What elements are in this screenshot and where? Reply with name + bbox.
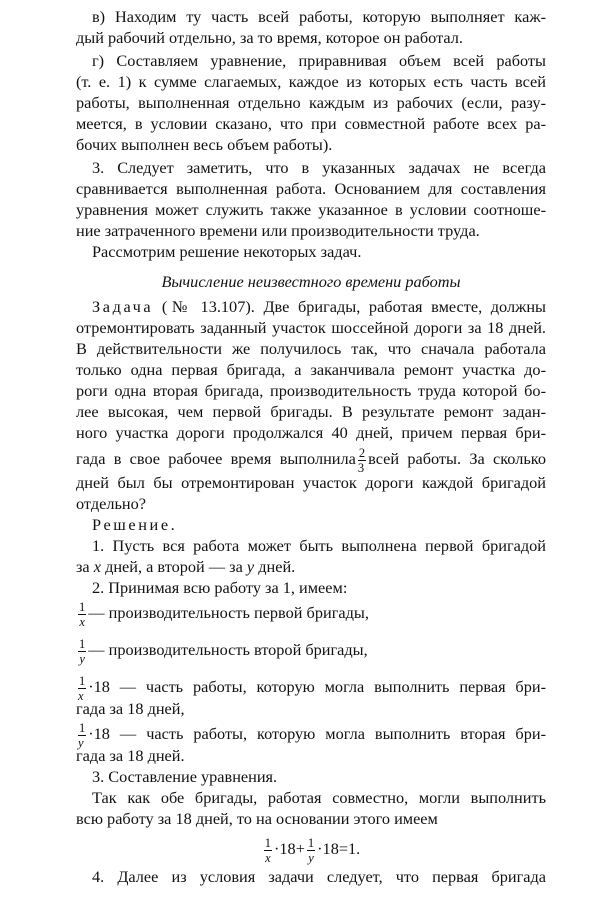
para-g-line4: меется, в условии сказано, что при совместной работе всех ра- — [76, 114, 546, 133]
formula-2: $\frac{1}{y}$ — производительность второй бригады, — [79, 637, 368, 666]
para-3-line2: сравнивается выполненная работа. Основанием для составления — [76, 179, 546, 198]
task-line1 — [92, 296, 546, 317]
task-line7: ного участка дороги продолжался 40 дней, причем первая бри- — [76, 423, 546, 442]
para-v-line2: дый рабочий отдельно, за то время, которое он работал. — [76, 28, 463, 47]
task-line8-b: всей работы. За сколько — [368, 449, 546, 469]
task-line9: дней был бы отремонтирован участок дороги каждой бригадой — [76, 473, 546, 492]
formula-3: $\frac{1}{x}$ ·18 — часть работы, которую могла выполнить первая бри- — [78, 674, 546, 703]
para-consider: Рассмотрим решение некоторых задач. — [92, 242, 362, 261]
step2-line: 2. Принимая всю работу за 1, имеем: — [92, 578, 348, 597]
task-line8-a: гада в свое рабочее время выполнила — [76, 449, 356, 469]
equation: $\frac{1}{x}$ ·18+ $\frac{1}{y}$ ·18=1. — [264, 835, 361, 865]
fraction-1-y: $\frac{1}{y}$ — [79, 637, 86, 666]
step3-text-line2: всю работу за 18 дней, то на основании этого имеем — [76, 809, 438, 828]
fraction-1-y: $\frac{1}{y}$ — [78, 721, 86, 750]
formula-1: $\frac{1}{x}$ — производительность первой бригады, — [79, 600, 369, 629]
task-line1-rest: (№ 13.107). Две бригады, работая вместе, должны — [161, 297, 546, 316]
para-g-line5: бочих выполнен весь объем работы). — [76, 135, 333, 154]
formula-4: $\frac{1}{y}$ ·18 — часть работы, которую могла выполнить вторая бри- — [78, 721, 546, 750]
fraction-two-thirds: $\frac{2}{3}$ — [357, 446, 366, 475]
task-line10: отдельно? — [76, 494, 146, 513]
solution-label: Решение. — [92, 515, 178, 534]
fraction-1-x: $\frac{1}{x}$ — [78, 674, 86, 703]
task-line4: только одна первая бригада, а заканчивала ремонт участка до- — [76, 360, 546, 379]
step3-line: 3. Составление уравнения. — [92, 767, 278, 786]
para-g-line1: г) Составляем уравнение, приравнивая объем всей работы — [92, 51, 546, 70]
step4-line1: 4. Далее из условия задачи следует, что первая бригада — [92, 867, 546, 886]
para-3-line4: ние затраченного времени или производительности труда. — [76, 221, 480, 240]
task-line2: отремонтировать заданный участок шоссейной дороги за 18 дней. — [76, 318, 546, 337]
task-line8 — [76, 447, 546, 474]
step3-text-line1: Так как обе бригады, работая совместно, могли выполнить — [92, 788, 546, 807]
task-label: Задача — [92, 297, 154, 316]
formula-4-cont: гада за 18 дней. — [76, 746, 185, 765]
para-v-line1: в) Находим ту часть всей работы, которую выполняет каж- — [92, 7, 546, 26]
fraction-1-x: $\frac{1}{x}$ — [79, 600, 86, 629]
step1-line1: 1. Пусть вся работа может быть выполнена первой бригадой — [92, 536, 546, 555]
step1-line2: за x дней, а второй — за y дней. — [76, 557, 296, 576]
para-g-line2: (т. е. 1) к сумме слагаемых, каждое из которых есть часть всей — [76, 72, 546, 91]
formula-3-cont: гада за 18 дней, — [76, 699, 185, 718]
task-line6: лее высокая, чем первой бригады. В результате ремонт задан- — [76, 402, 546, 421]
para-g-line3: работы, выполненная отдельно каждым из рабочих (если, разу- — [76, 93, 546, 112]
section-heading: Вычисление неизвестного времени работы — [161, 272, 461, 291]
para-3-line1: 3. Следует заметить, что в указанных задачах не всегда — [92, 158, 546, 177]
task-line3: В действительности же получилось так, что сначала работала — [76, 339, 546, 358]
para-3-line3: уравнения может служить также указанное в условии соотноше- — [76, 200, 546, 219]
task-line5: роги одна вторая бригада, производительность труда которой бо- — [76, 381, 546, 400]
